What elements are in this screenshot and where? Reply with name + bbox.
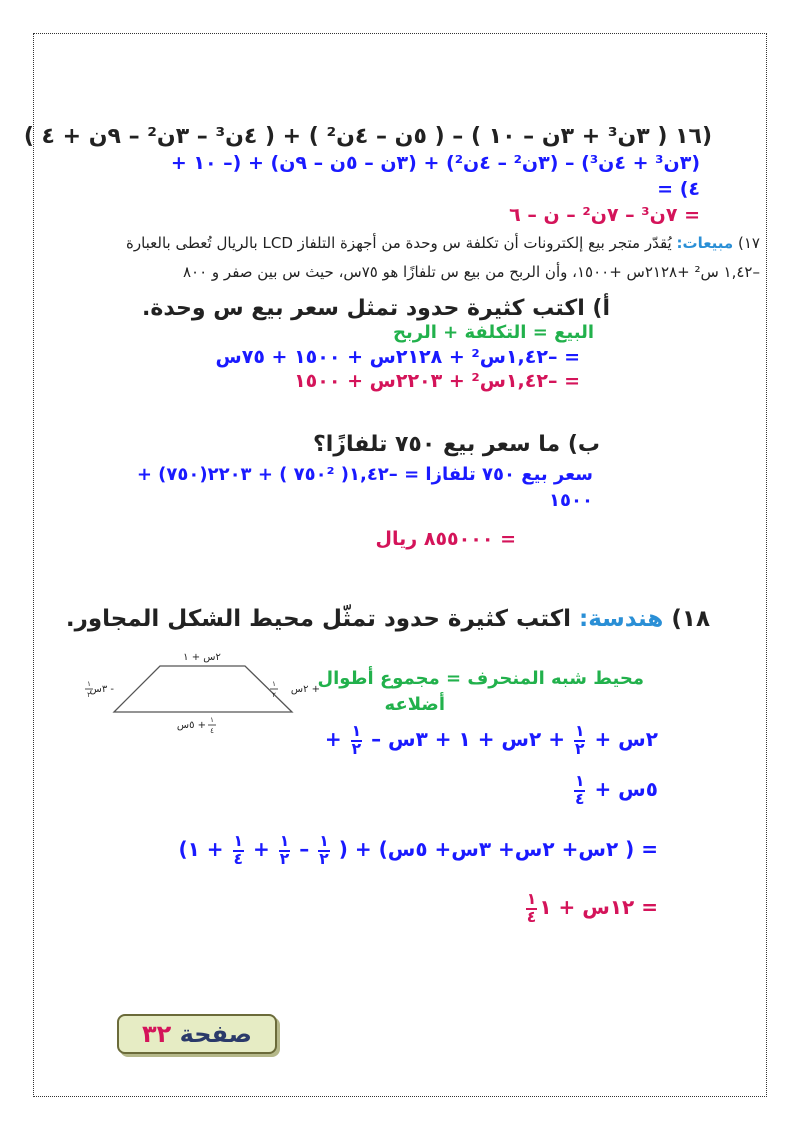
q18-group-end: + ١) (178, 837, 224, 862)
trapezoid-left-frac-den: ٢ (87, 691, 91, 699)
q17a-label: أ) اكتب كثيرة حدود تمثل سعر بيع س وحدة. (141, 296, 610, 321)
q17-tag: مبيعات: (676, 234, 734, 252)
q18-head-line-1: محيط شبه المنحرف = مجموع أطوال (317, 668, 644, 689)
q18-group-frac-2: ١ ٢ (279, 832, 290, 868)
q18-tag: هندسة (588, 606, 664, 632)
q18-sum2-part: ٥س + (594, 777, 658, 802)
q18-group-minus: – (299, 837, 310, 862)
q18-group-frac-3: ١ ٤ (233, 832, 244, 868)
q16-answer: = ٧ن³ – ٧ن² – ن – ٦ (509, 204, 700, 226)
q16-step-2: ٤) = (657, 178, 700, 200)
trapezoid-top-label: ٢س + ١ (183, 652, 221, 663)
q17-statement-line-2: –١,٤٢ س² +٢١٢٨س +١٥٠٠، وأن الربح من بيع س تلفازًا هو ٧٥س، حيث س بين صفر و ٨٠٠ (182, 263, 760, 281)
q17b-step-2: ١٥٠٠ (549, 490, 593, 511)
q18-answer (524, 892, 658, 925)
trapezoid-right-label: ٢س + (290, 684, 320, 695)
q17b-label: ب) ما سعر بيع ٧٥٠ تلفازًا؟ (313, 432, 600, 457)
q16-problem (24, 124, 712, 149)
q17b-answer: = ٨٥٥٠٠٠ ريال (375, 528, 516, 550)
trapezoid-right-frac-num: ١ (272, 680, 276, 688)
q18-grouping (178, 834, 658, 867)
q18-statement (66, 606, 710, 632)
trapezoid-bottom-frac-den: ٤ (210, 727, 214, 735)
q17-text-1: يُقدّر متجر بيع إلكترونات أن تكلفة س وحدة من أجهزة التلفاز LCD بالريال تُعطى بالعبارة (125, 234, 672, 252)
q17-statement-line-1 (126, 234, 760, 252)
q16-step-1: (٣ن³ + ٤ن³) – (٣ن² – ٤ن²) + (٣ن – ٥ن – ٩ن) + (– ١٠ + (170, 152, 700, 174)
q17a-step-1: = –١,٤٢س² + ٢١٢٨س + ١٥٠٠ + ٧٥س (215, 346, 580, 368)
q18-answer-term: = ١٢س + (558, 895, 658, 920)
page-label: صفحة (179, 1020, 252, 1048)
q18-group-frac-1: ١ ٢ (319, 832, 329, 868)
page-number: ٣٢ (142, 1020, 172, 1048)
q18-sum-line-2 (572, 774, 658, 807)
q16-number: (١٦ (675, 124, 712, 149)
q17a-head-rest: = التكلفة + الربح (393, 322, 555, 343)
q18-answer-whole: ١ (539, 895, 552, 920)
q18-sum-part-c: + (324, 727, 342, 752)
q18-sum-part-a: ٢س + (594, 727, 658, 752)
q18-number: ١٨) (671, 606, 710, 632)
trapezoid-right-frac-den: ٢ (272, 691, 276, 699)
trapezoid-figure (80, 648, 320, 738)
q17a-answer: = –١,٤٢س² + ٢٢٠٣س + ١٥٠٠ (294, 370, 580, 392)
trapezoid-left-label: ٣س - (89, 684, 114, 695)
trapezoid-shape (114, 666, 292, 712)
q18-group-plus: + (253, 837, 270, 862)
q17a-head-term: البيع (554, 322, 594, 343)
q18-sum-frac-2: ١ ٢ (351, 722, 362, 758)
q16-expression: ( ٣ن³ + ٣ن – ١٠ ) – ( ٥ن – ٤ن² ) + ( ٤ن³ – ٣ن² – ٩ن + ٤ ) (23, 124, 668, 149)
q17a-head (393, 322, 594, 343)
q18-answer-frac: ١ ٤ (526, 890, 537, 926)
trapezoid-bottom-frac-num: ١ (210, 716, 214, 724)
q18-head-line-2: أضلاعه (384, 694, 445, 715)
q18-sum-line-1 (325, 724, 658, 757)
q18-group-part-1: = ( ٢س+ ٢س+ ٣س+ ٥س) + ( (338, 837, 658, 862)
q18-sum2-frac: ١ ٤ (574, 772, 585, 808)
q18-sum-part-b: + ٢س + ١ + ٣س – (371, 727, 565, 752)
page-number-badge (117, 1014, 277, 1054)
trapezoid-bottom-label: ٥س + (176, 720, 206, 731)
q18-sum-frac-1: ١ ٢ (574, 722, 585, 758)
q18-text: اكتب كثيرة حدود تمثّل محيط الشكل المجاور. (65, 606, 571, 632)
q17b-step-1: سعر بيع ٧٥٠ تلفازا = –١,٤٢( ٧٥٠² ) + ٢٢٠٣(٧٥٠) + (136, 464, 593, 485)
q18-tag-colon: : (578, 606, 589, 632)
q17-number: ١٧) (738, 234, 760, 252)
trapezoid-left-frac-num: ١ (87, 680, 91, 688)
